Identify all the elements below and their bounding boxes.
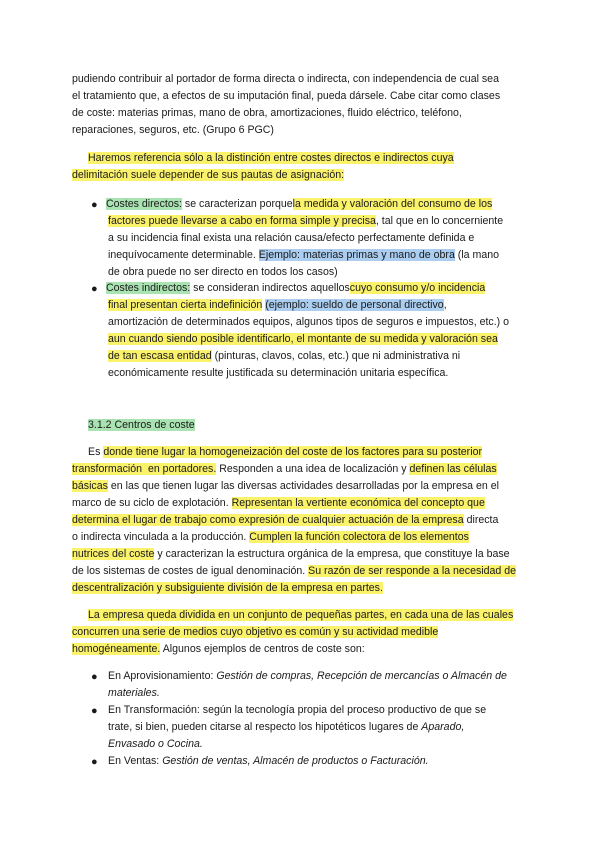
highlight: delimitación suele depender de sus pautas de asignación: xyxy=(72,169,345,181)
highlight: descentralización y subsiguiente división de la empresa en partes. xyxy=(72,582,383,594)
highlight-blue: (ejemplo: sueldo de personal directivo xyxy=(265,299,444,311)
highlight: La empresa queda dividida en un conjunto de pequeñas partes, en cada una de las cuales xyxy=(88,609,514,621)
highlight: Representan la vertiente económica del concepto que xyxy=(231,497,485,509)
highlight-blue: Ejemplo: materias primas y mano de obra xyxy=(258,249,455,261)
bullet-icon: ● xyxy=(91,756,98,768)
document-page: pudiendo contribuir al portador de forma directa o indirecta, con independencia de cual sea el tratamiento que, a efectos de su imputación final, pueda dársele. Cabe citar como clases de coste: materias primas, mano de obra, amortizaciones, fluido eléctrico, teléfono, reparaciones, seguros, etc. (Grupo 6 PGC) Haremos referencia sólo a la distinción entre costes directos e indirectos cuya delimitación suele depender de sus pautas de asignación: ● Costes directos: se caracterizan porquela medida y valoración del consumo de los factores puede llevarse a cabo en forma simple y precisa, tal que en lo concerniente a su incidencia final exista una relación causa/efecto perfectamente definida e inequívocamente determinable. Ejemplo: materias primas y mano de obra (la mano de obra puede no ser directo en todos los casos) ● Costes indirectos: se consideran indirectos aquelloscuyo consumo y/o incidencia final presentan cierta indefinición (ejemplo: sueldo de personal directivo, amortización de determinados equipos, algunos tipos de seguros e impuestos, etc.) o aun cuando siendo posible identificarlo, el montante de su medida y valoración sea de tan escasa entidad (pinturas, clavos, colas, etc.) que ni administrativa ni económicamente resulte justificada su determinación unitaria específica. 3.1.2 Centros de coste Es donde tiene lugar la homogeneización del coste de los factores para su posterior transformación en portadores. Responden a una idea de localización y definen las células básicas en las que tienen lugar las diversas actividades desarrolladas por la empresa en el marco de su ciclo de explotación. Representan la vertiente económica del concepto que determina el lugar de trabajo como expresión de cualquier actuación de la empresa directa o indirecta vinculada a la producción. Cumplen la función colectora de los elementos nutrices del coste y caracterizan la estructura orgánica de la empresa, que constituye la base de los sistemas de costes de igual denominación. Su razón de ser responde a la necesidad de descentralización y subsiguiente división de la empresa en partes. La empresa queda dividida en un conjunto de pequeñas partes, en cada una de las cuales concurren una serie de medios cuyo objetivo es común y su actividad medible homogéneamente. Algunos ejemplos de centros de coste son: ● En Aprovisionamiento: Gestión de compras, Recepción de mercancías o Almacén de materiales. ● En Transformación: según la tecnología propia del proceso productivo de que se trate, si bien, pueden citarse al respecto los hipotéticos lugares de Aparado, Envasado o Cocina. ● En Ventas: Gestión de ventas, Almacén de productos o Facturación. xyxy=(72,73,517,768)
highlight: concurren una serie de medios cuyo objetivo es común y su actividad medible xyxy=(72,626,439,638)
highlight: la medida y valoración del consumo de los xyxy=(292,198,493,210)
highlight: final presentan cierta indefinición xyxy=(108,299,263,311)
highlight: Su razón de ser responde a la necesidad de xyxy=(308,565,517,577)
text-line: amortización de determinados equipos, algunos tipos de seguros e impuestos, etc.) o xyxy=(108,316,510,328)
text-line: de obra puede no ser directo en todos los casos) xyxy=(108,266,338,278)
highlight: donde tiene lugar la homogeneización del coste de los factores para su posterior xyxy=(103,446,482,458)
highlight: aun cuando siendo posible identificarlo, el montante de su medida y valoración sea xyxy=(108,333,498,345)
highlight: nutrices del coste xyxy=(72,548,155,560)
highlight: transformación en portadores. xyxy=(72,463,217,475)
term-label: Costes directos: xyxy=(106,198,182,210)
list-item: En Aprovisionamiento: Gestión de compras, Recepción de mercancías o Almacén de xyxy=(108,670,507,682)
text-line: pudiendo contribuir al portador de forma directa o indirecta, con independencia de cual sea xyxy=(72,73,499,85)
text-line: el tratamiento que, a efectos de su imputación final, pueda dársele. Cabe citar como clases xyxy=(72,90,501,102)
text-line: de coste: materias primas, mano de obra, amortizaciones, fluido eléctrico, teléfono, xyxy=(72,107,462,119)
bullet-icon: ● xyxy=(91,705,98,717)
text-line: reparaciones, seguros, etc. (Grupo 6 PGC) xyxy=(72,124,274,136)
highlight: Cumplen la función colectora de los elementos xyxy=(249,531,469,543)
term-label: Costes indirectos: xyxy=(106,282,191,294)
section-heading: 3.1.2 Centros de coste xyxy=(88,419,195,431)
highlight: Haremos referencia sólo a la distinción entre costes directos e indirectos cuya xyxy=(88,152,454,164)
text-line: económicamente resulte justificada su determinación unitaria específica. xyxy=(108,367,449,379)
list-item: En Transformación: según la tecnología propia del proceso productivo de que se xyxy=(108,704,487,716)
bullet-icon: ● xyxy=(91,283,98,295)
list-item: En Ventas: Gestión de ventas, Almacén de productos o Facturación. xyxy=(108,755,429,767)
bullet-icon: ● xyxy=(91,199,98,211)
highlight: homogéneamente. xyxy=(72,643,161,655)
highlight: definen las células xyxy=(409,463,497,475)
highlight: de tan escasa entidad xyxy=(108,350,212,362)
bullet-icon: ● xyxy=(91,671,98,683)
highlight: determina el lugar de trabajo como expresión de cualquier actuación de la empresa xyxy=(72,514,464,526)
highlight: básicas xyxy=(72,480,108,492)
highlight: factores puede llevarse a cabo en forma simple y precisa xyxy=(108,215,376,227)
highlight: cuyo consumo y/o incidencia xyxy=(349,282,486,294)
text-line: a su incidencia final exista una relación causa/efecto perfectamente definida e xyxy=(108,232,475,244)
